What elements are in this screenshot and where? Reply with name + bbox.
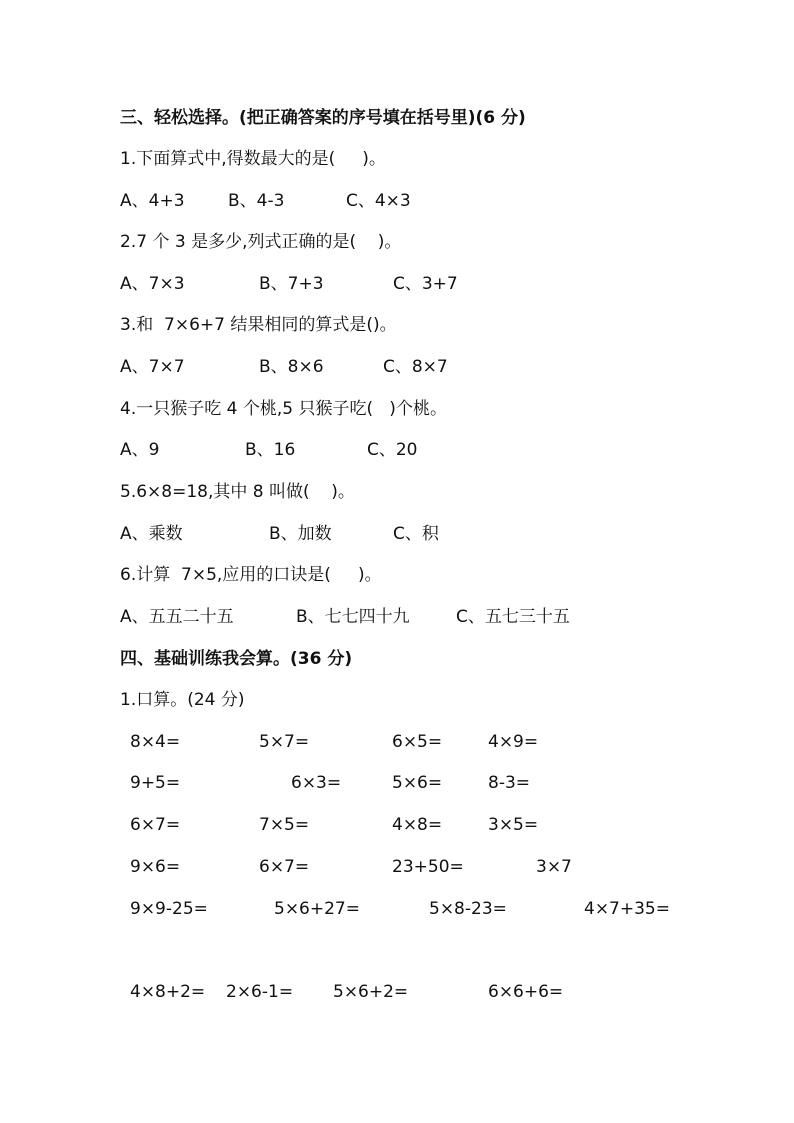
question-3-option-a: A、7×7 xyxy=(120,357,185,377)
question-2-option-a: A、7×3 xyxy=(120,274,185,294)
calc-item: 4×7+35= xyxy=(584,899,670,919)
calc-item: 9+5= xyxy=(130,773,181,793)
calc-item: 4×8= xyxy=(392,815,443,835)
section-3-heading: 三、轻松选择。(把正确答案的序号填在括号里)(6 分) xyxy=(120,108,526,128)
calc-item: 6×7= xyxy=(130,815,181,835)
calc-item: 7×5= xyxy=(259,815,310,835)
calc-item: 8-3= xyxy=(488,773,531,793)
calc-item: 6×7= xyxy=(259,857,310,877)
question-2-prompt: 2.7 个 3 是多少,列式正确的是( )。 xyxy=(120,232,402,252)
calc-item: 6×3= xyxy=(291,773,342,793)
question-4-option-c: C、20 xyxy=(367,440,418,460)
calc-item: 5×6+2= xyxy=(333,982,409,1002)
question-5-option-a: A、乘数 xyxy=(120,524,183,544)
question-2-option-b: B、7+3 xyxy=(259,274,324,294)
section-4-heading: 四、基础训练我会算。(36 分) xyxy=(120,649,353,669)
question-3-prompt: 3.和 7×6+7 结果相同的算式是()。 xyxy=(120,315,397,335)
question-5-option-c: C、积 xyxy=(393,524,439,544)
calc-item: 5×6+27= xyxy=(274,899,360,919)
calc-item: 5×7= xyxy=(259,732,310,752)
calc-item: 2×6-1= xyxy=(226,982,294,1002)
calc-item: 6×6+6= xyxy=(488,982,564,1002)
question-3-option-c: C、8×7 xyxy=(383,357,448,377)
calc-item: 8×4= xyxy=(130,732,181,752)
question-5-prompt: 5.6×8=18,其中 8 叫做( )。 xyxy=(120,482,355,502)
question-2-option-c: C、3+7 xyxy=(393,274,458,294)
calc-item: 5×6= xyxy=(392,773,443,793)
question-1-option-b: B、4-3 xyxy=(228,191,285,211)
calc-item: 9×6= xyxy=(130,857,181,877)
calc-item: 4×9= xyxy=(488,732,539,752)
question-3-option-b: B、8×6 xyxy=(259,357,324,377)
calc-item: 4×8+2= xyxy=(130,982,206,1002)
question-6-option-a: A、五五二十五 xyxy=(120,607,234,627)
calc-item: 3×7 xyxy=(536,857,572,877)
question-4-option-a: A、9 xyxy=(120,440,160,460)
question-6-option-c: C、五七三十五 xyxy=(456,607,570,627)
question-1-prompt: 1.下面算式中,得数最大的是( )。 xyxy=(120,149,386,169)
question-4-option-b: B、16 xyxy=(245,440,296,460)
calc-item: 3×5= xyxy=(488,815,539,835)
question-5-option-b: B、加数 xyxy=(269,524,332,544)
calc-item: 5×8-23= xyxy=(429,899,507,919)
question-1-option-a: A、4+3 xyxy=(120,191,185,211)
question-6-option-b: B、七七四十九 xyxy=(296,607,410,627)
calc-item: 9×9-25= xyxy=(130,899,208,919)
calc-item: 23+50= xyxy=(392,857,464,877)
section-4-subheading: 1.口算。(24 分) xyxy=(120,690,245,710)
question-1-option-c: C、4×3 xyxy=(346,191,411,211)
question-6-prompt: 6.计算 7×5,应用的口诀是( )。 xyxy=(120,565,382,585)
question-4-prompt: 4.一只猴子吃 4 个桃,5 只猴子吃( )个桃。 xyxy=(120,399,447,419)
calc-item: 6×5= xyxy=(392,732,443,752)
